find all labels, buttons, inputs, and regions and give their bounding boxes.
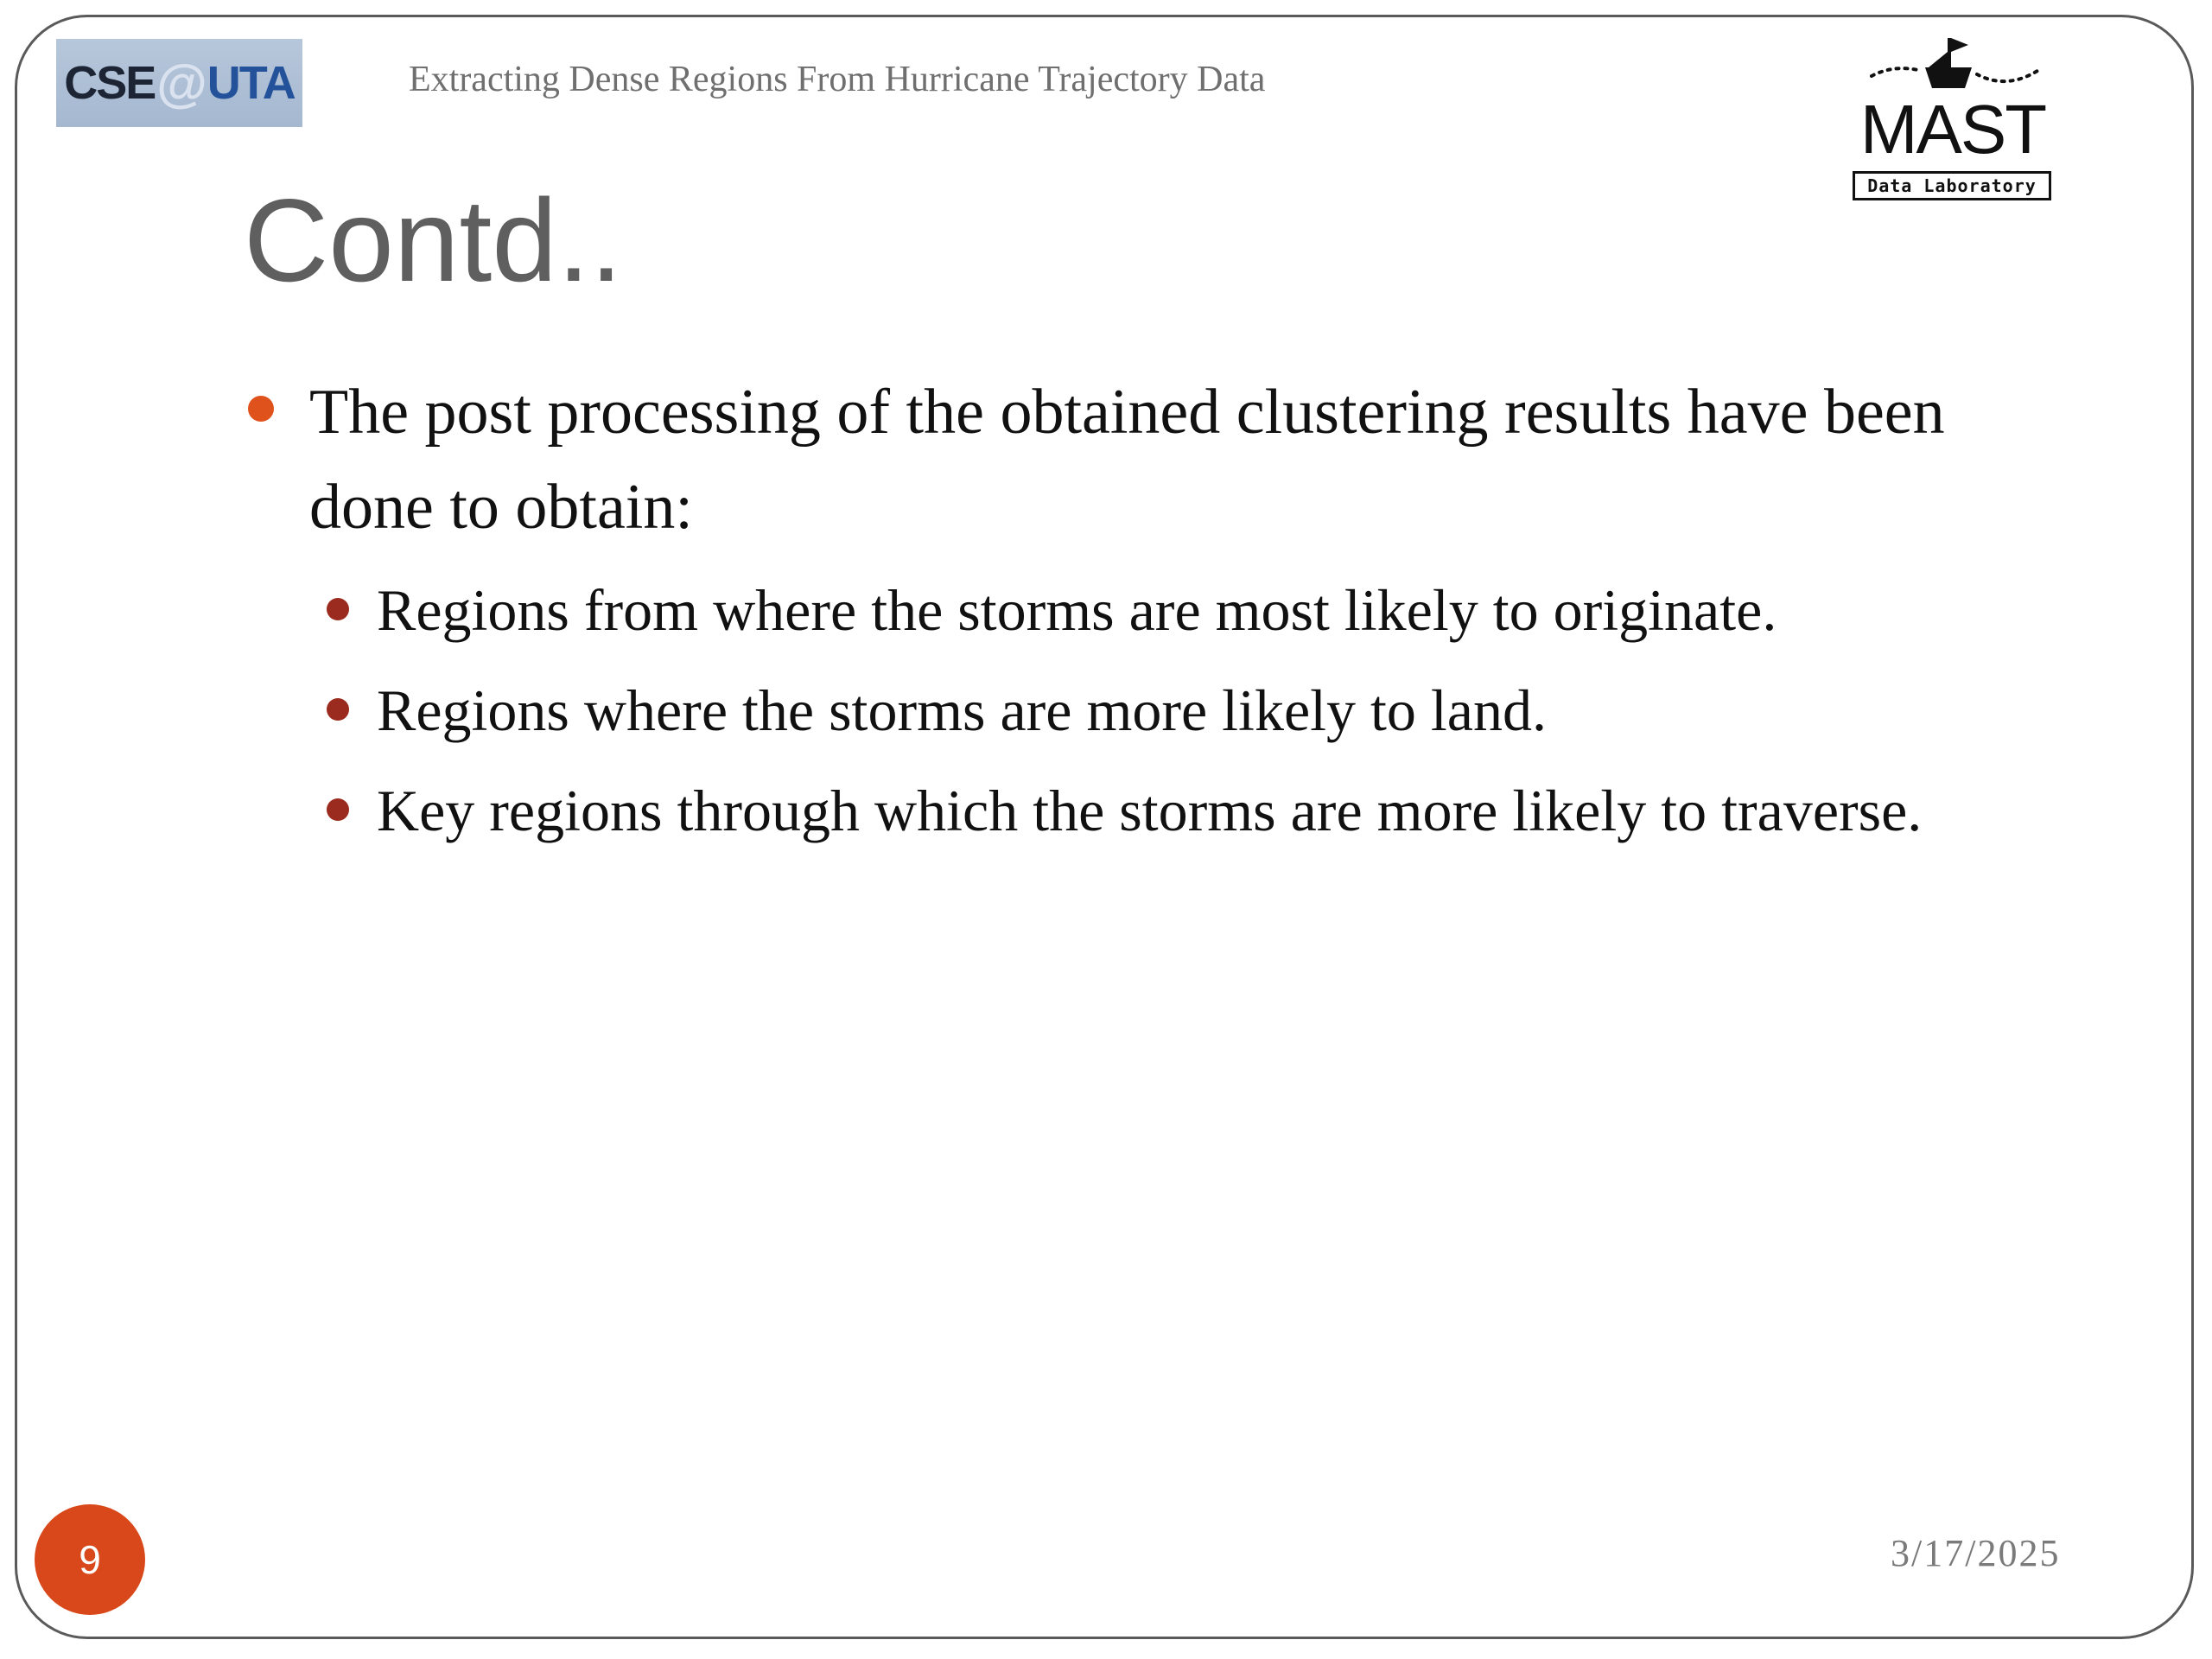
cse-uta-logo bbox=[56, 39, 302, 127]
logo-at-text: @ bbox=[156, 54, 206, 112]
sub-bullet-dot-icon bbox=[327, 798, 349, 821]
bullet-item: The post processing of the obtained clustering results have been done to obtain: bbox=[309, 377, 1945, 543]
slide-title: Contd.. bbox=[244, 175, 623, 306]
logo-uta-text: UTA bbox=[207, 57, 295, 109]
slide-date: 3/17/2025 bbox=[1891, 1532, 2061, 1574]
sub-bullet-dot-icon bbox=[327, 698, 349, 721]
mast-logo-subtitle: Data Laboratory bbox=[1853, 171, 2051, 200]
mast-logo bbox=[1849, 33, 2056, 206]
presentation-title: Extracting Dense Regions From Hurricane Trajectory Data bbox=[409, 60, 1266, 99]
slide-number-badge: 9 bbox=[35, 1504, 145, 1615]
mast-logo-text: MAST bbox=[1859, 91, 2046, 168]
sub-bullet-item: Regions from where the storms are most likely to originate. bbox=[377, 577, 1777, 643]
logo-cse-text: CSE bbox=[64, 57, 156, 109]
sub-bullet-item: Key regions through which the storms are more likely to traverse. bbox=[377, 778, 1923, 843]
sub-bullet-item: Regions where the storms are more likely to land. bbox=[377, 677, 1547, 743]
sub-bullet-dot-icon bbox=[327, 598, 349, 620]
bullet-dot-icon bbox=[248, 396, 274, 422]
